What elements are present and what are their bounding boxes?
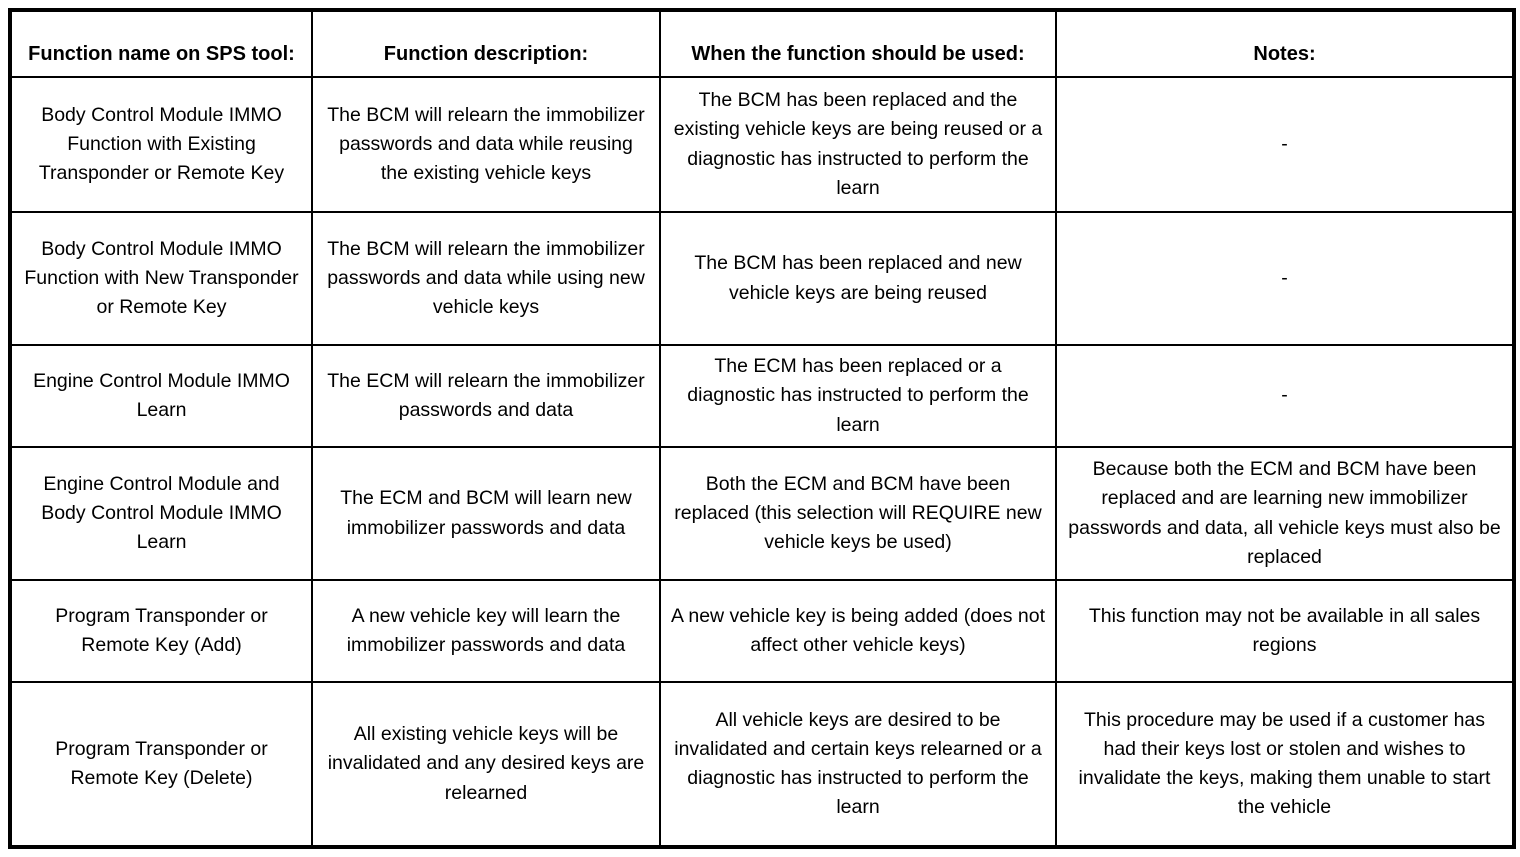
table-row bbox=[10, 212, 1514, 345]
cell-function-name: Program Transponder or Remote Key (Add) bbox=[10, 580, 312, 682]
table-row bbox=[10, 447, 1514, 580]
column-header-function-description: Function description: bbox=[312, 10, 660, 77]
column-header-function-name: Function name on SPS tool: bbox=[10, 10, 312, 77]
cell-when-used: All vehicle keys are desired to be invalidated and certain keys relearned or a diagnostic has instructed to perform the learn bbox=[660, 682, 1056, 847]
table-row bbox=[10, 345, 1514, 447]
header-row bbox=[10, 10, 1514, 77]
cell-function-name: Engine Control Module and Body Control Module IMMO Learn bbox=[10, 447, 312, 580]
cell-notes: Because both the ECM and BCM have been replaced and are learning new immobilizer passwords and data, all vehicle keys must also be replaced bbox=[1056, 447, 1514, 580]
cell-function-name: Body Control Module IMMO Function with New Transponder or Remote Key bbox=[10, 212, 312, 345]
table-row bbox=[10, 77, 1514, 212]
cell-when-used: The BCM has been replaced and new vehicle keys are being reused bbox=[660, 212, 1056, 345]
cell-notes: - bbox=[1056, 212, 1514, 345]
cell-notes: - bbox=[1056, 77, 1514, 212]
cell-function-description: All existing vehicle keys will be invalidated and any desired keys are relearned bbox=[312, 682, 660, 847]
table-row bbox=[10, 682, 1514, 847]
cell-notes: - bbox=[1056, 345, 1514, 447]
column-header-when-used: When the function should be used: bbox=[660, 10, 1056, 77]
cell-when-used: The BCM has been replaced and the existing vehicle keys are being reused or a diagnostic has instructed to perform the learn bbox=[660, 77, 1056, 212]
cell-function-name: Body Control Module IMMO Function with Existing Transponder or Remote Key bbox=[10, 77, 312, 212]
cell-notes: This procedure may be used if a customer has had their keys lost or stolen and wishes to invalidate the keys, making them unable to start the vehicle bbox=[1056, 682, 1514, 847]
cell-when-used: Both the ECM and BCM have been replaced (this selection will REQUIRE new vehicle keys be used) bbox=[660, 447, 1056, 580]
cell-when-used: A new vehicle key is being added (does not affect other vehicle keys) bbox=[660, 580, 1056, 682]
cell-when-used: The ECM has been replaced or a diagnostic has instructed to perform the learn bbox=[660, 345, 1056, 447]
cell-function-description: The BCM will relearn the immobilizer passwords and data while reusing the existing vehicle keys bbox=[312, 77, 660, 212]
cell-function-description: The BCM will relearn the immobilizer passwords and data while using new vehicle keys bbox=[312, 212, 660, 345]
column-header-notes: Notes: bbox=[1056, 10, 1514, 77]
cell-function-description: A new vehicle key will learn the immobilizer passwords and data bbox=[312, 580, 660, 682]
cell-function-description: The ECM will relearn the immobilizer passwords and data bbox=[312, 345, 660, 447]
cell-function-name: Program Transponder or Remote Key (Delete) bbox=[10, 682, 312, 847]
cell-notes: This function may not be available in all sales regions bbox=[1056, 580, 1514, 682]
cell-function-name: Engine Control Module IMMO Learn bbox=[10, 345, 312, 447]
table-row bbox=[10, 580, 1514, 682]
cell-function-description: The ECM and BCM will learn new immobilizer passwords and data bbox=[312, 447, 660, 580]
sps-functions-table bbox=[8, 8, 1516, 849]
